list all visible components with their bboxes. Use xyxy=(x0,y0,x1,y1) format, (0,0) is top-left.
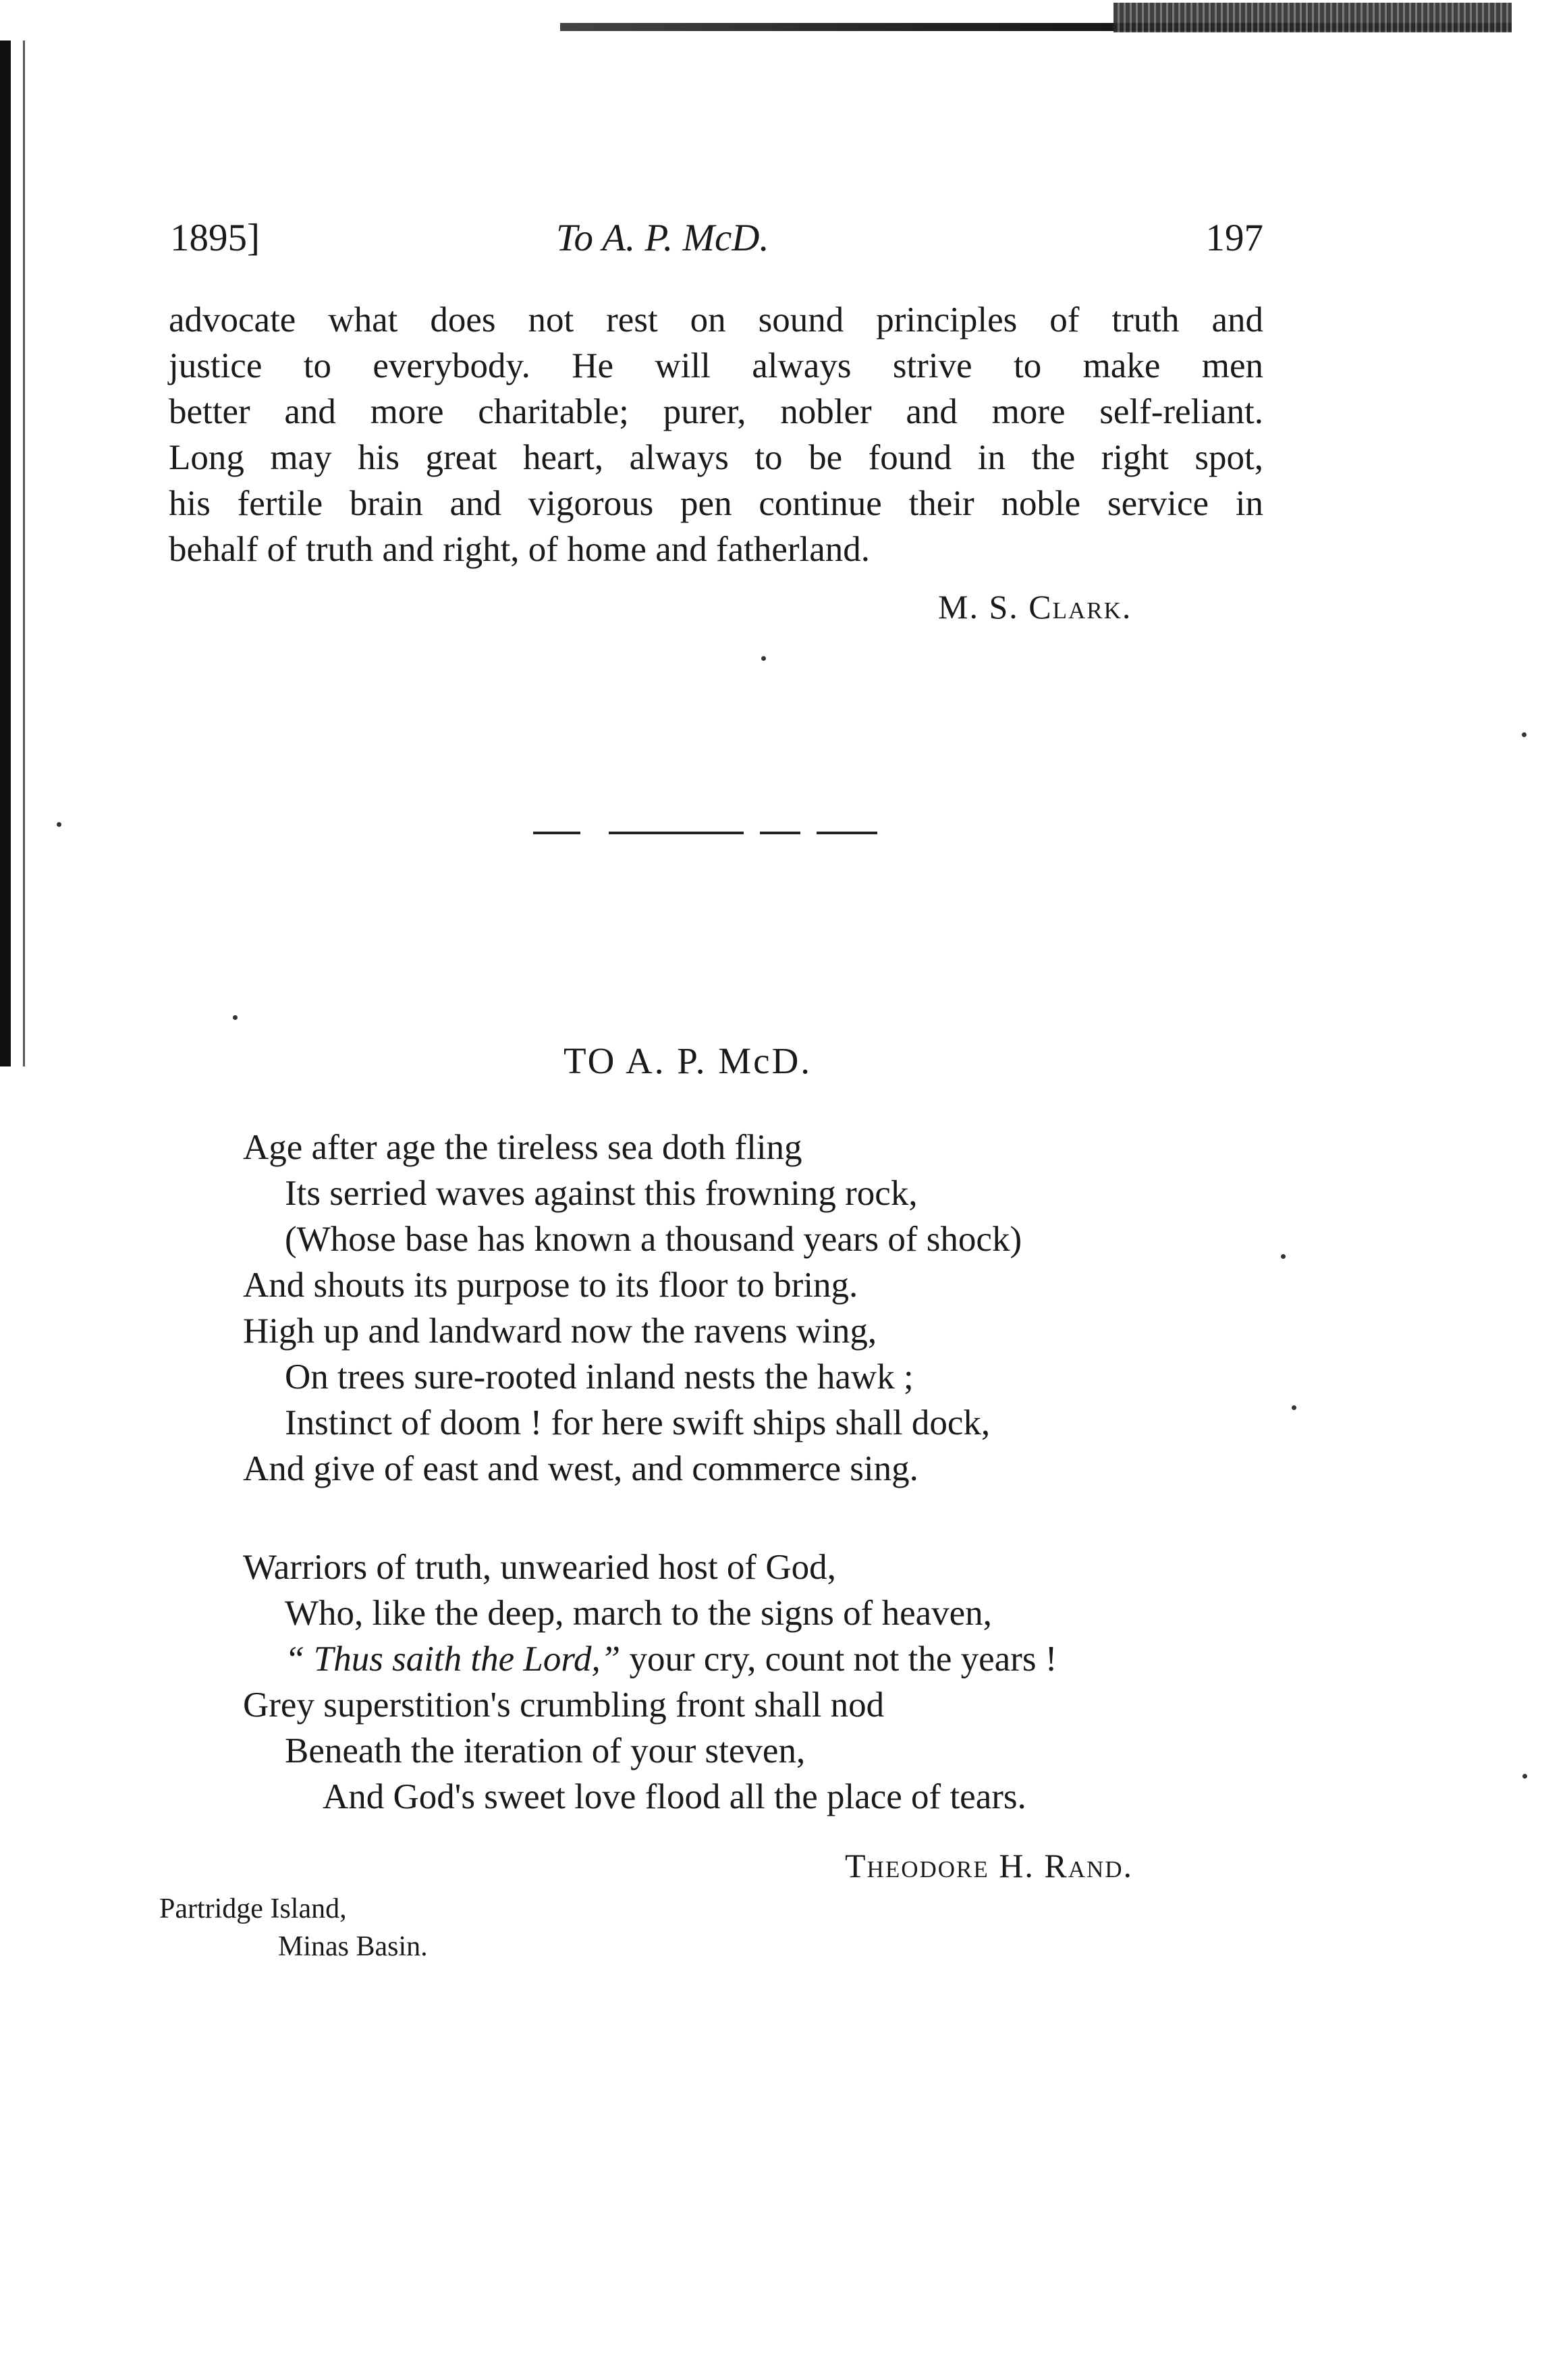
prose-line: behalf of truth and right, of home and fatherland. xyxy=(169,530,871,569)
poem-line xyxy=(243,1685,884,1725)
poem-line-text: Instinct of doom ! for here swift ships shall dock, xyxy=(285,1403,991,1442)
signature-clark: M. S. Clark. xyxy=(938,588,1132,626)
poem-line-text: Who, like the deep, march to the signs of heaven, xyxy=(285,1594,992,1633)
poem-line xyxy=(285,1357,914,1397)
place-note xyxy=(159,1890,428,1966)
prose-line: his fertile brain and vigorous pen continue their noble service in xyxy=(169,484,1263,523)
poem-line xyxy=(285,1731,805,1771)
section-divider xyxy=(533,832,877,835)
poem-line-text: your cry, count not the years ! xyxy=(629,1640,1057,1679)
running-head-title: To A. P. McD. xyxy=(556,217,769,259)
poem-line-text: On trees sure-rooted inland nests the hawk ; xyxy=(285,1357,914,1397)
scan-speck xyxy=(1522,732,1527,737)
place-line-2: Minas Basin. xyxy=(278,1931,428,1962)
poem-line-text: And give of east and west, and commerce sing. xyxy=(243,1449,918,1488)
poem-line xyxy=(243,1311,877,1351)
poem-line-text: Its serried waves against this frowning rock, xyxy=(285,1174,918,1213)
prose-line: Long may his great heart, always to be found in the right spot, xyxy=(169,438,1263,477)
scan-speck xyxy=(1292,1405,1296,1410)
signature-rand: Theodore H. Rand. xyxy=(845,1847,1134,1885)
scan-left-edge xyxy=(0,40,11,1066)
page-number: 197 xyxy=(1205,217,1263,259)
poem-line xyxy=(285,1173,918,1214)
scan-speck xyxy=(1281,1254,1286,1259)
poem-line xyxy=(323,1777,1026,1817)
scan-speck xyxy=(1522,1774,1527,1779)
scan-edge-speckle xyxy=(1114,3,1512,32)
poem-quote: “ Thus saith the Lord,” xyxy=(285,1640,630,1679)
poem-line xyxy=(285,1219,1022,1260)
poem-line-text: (Whose base has known a thousand years of shock) xyxy=(285,1220,1022,1259)
prose-line: better and more charitable; purer, nobler and more self-reliant. xyxy=(169,392,1263,431)
poem-line xyxy=(243,1449,918,1489)
scan-speck xyxy=(761,656,766,661)
poem-line-text: Age after age the tireless sea doth fling xyxy=(243,1128,802,1167)
prose-line: justice to everybody. He will always strive to make men xyxy=(169,346,1263,385)
poem-line-text: Beneath the iteration of your steven, xyxy=(285,1731,806,1770)
scan-speck xyxy=(233,1015,238,1020)
scan-speck xyxy=(57,822,61,827)
poem-line xyxy=(243,1265,858,1305)
poem-line-text: Warriors of truth, unwearied host of God, xyxy=(243,1548,836,1587)
poem-line xyxy=(285,1593,992,1633)
prose-paragraph xyxy=(169,297,1263,572)
running-head-year: 1895] xyxy=(170,217,260,259)
place-line-1: Partridge Island, xyxy=(159,1893,347,1924)
poem-line xyxy=(243,1127,802,1168)
poem-title: TO A. P. McD. xyxy=(563,1040,813,1081)
poem-line-text: Grey superstition's crumbling front shall nod xyxy=(243,1685,885,1725)
poem-line-text: And shouts its purpose to its floor to bring. xyxy=(243,1266,858,1305)
poem-line-text: And God's sweet love flood all the place of tears. xyxy=(323,1777,1026,1816)
poem-line xyxy=(243,1547,836,1588)
running-head xyxy=(170,216,1263,270)
poem-line xyxy=(285,1403,990,1443)
poem-line-text: High up and landward now the ravens wing, xyxy=(243,1311,877,1351)
poem-line xyxy=(285,1639,1057,1679)
scan-left-edge-line xyxy=(23,40,25,1066)
prose-line: advocate what does not rest on sound principles of truth and xyxy=(169,300,1263,340)
